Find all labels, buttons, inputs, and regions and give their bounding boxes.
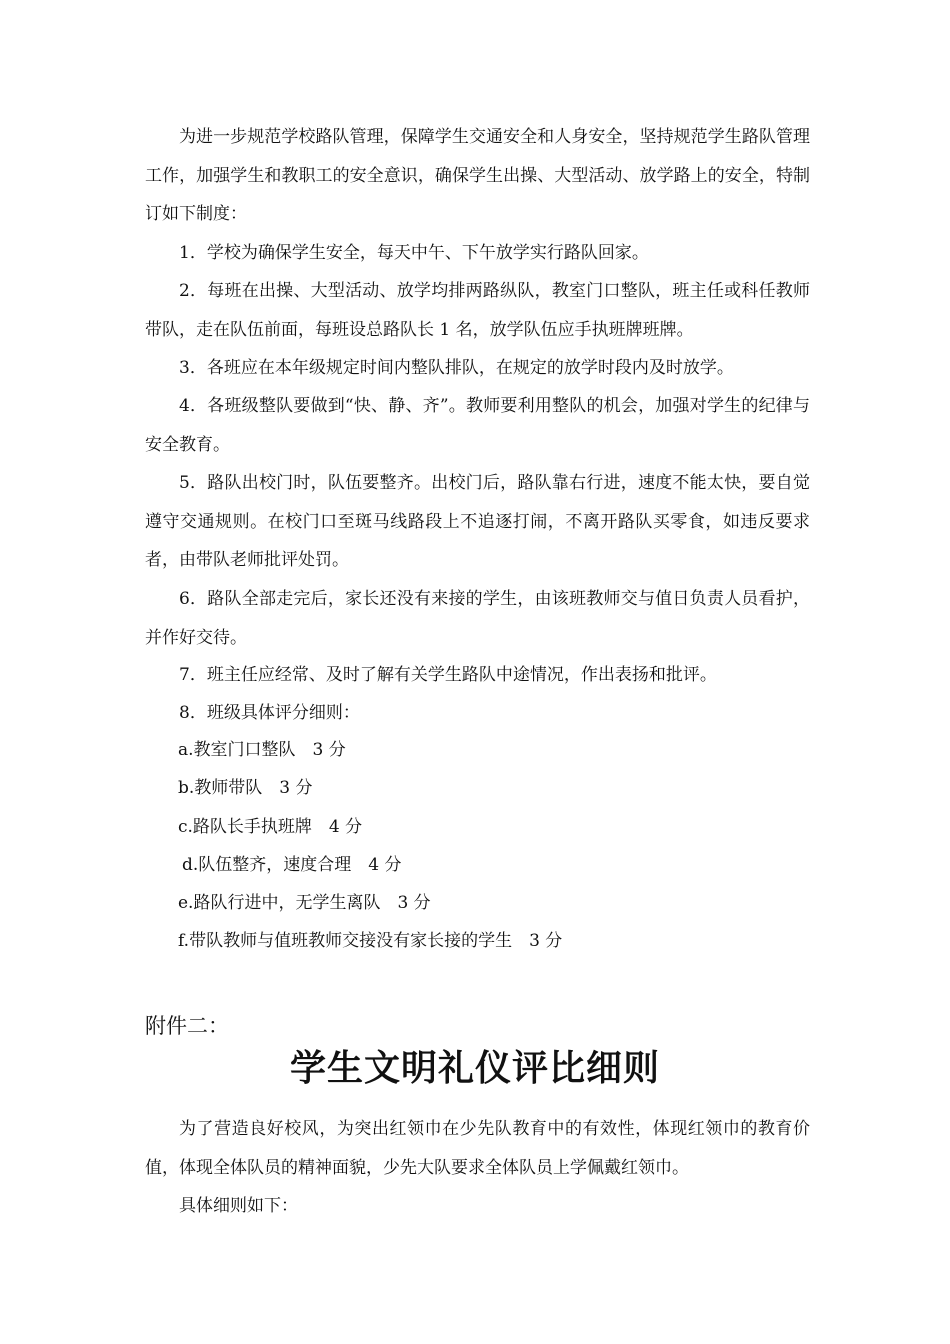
rule-2: 2．每班在出操、大型活动、放学均排两路纵队，教室门口整队，班主任或科任教师带队，走在队伍前面，每班设总路队长 1 名，放学队伍应手执班牌班牌。 (145, 281, 810, 340)
rule-1: 1．学校为确保学生安全，每天中午、下午放学实行路队回家。 (179, 243, 649, 263)
rule-3: 3．各班应在本年级规定时间内整队排队，在规定的放学时段内及时放学。 (179, 358, 734, 378)
rule-6: 6．路队全部走完后，家长还没有来接的学生，由该班教师交与值日负责人员看护，并作好交待。 (145, 589, 810, 648)
scoring-item-e: e.路队行进中，无学生离队 3 分 (178, 893, 431, 913)
scoring-item-d: d.队伍整齐，速度合理 4 分 (182, 855, 402, 875)
scoring-item-b: b.教师带队 3 分 (178, 778, 313, 798)
rule-5: 5．路队出校门时，队伍要整齐。出校门后，路队靠右行进，速度不能太快，要自觉遵守交通规则。在校门口至斑马线路段上不追逐打闹，不离开路队买零食，如违反要求者，由带队老师批评处罚。 (145, 473, 810, 570)
details-label: 具体细则如下： (179, 1196, 298, 1216)
rule-7: 7．班主任应经常、及时了解有关学生路队中途情况，作出表扬和批评。 (179, 665, 717, 685)
scoring-item-f: f.带队教师与值班教师交接没有家长接的学生 3 分 (178, 931, 563, 951)
rule-4: 4．各班级整队要做到“快、静、齐”。教师要利用整队的机会，加强对学生的纪律与安全教育。 (145, 396, 810, 455)
scoring-item-c: c.路队长手执班牌 4 分 (178, 817, 363, 837)
rule-8: 8．班级具体评分细则： (179, 703, 360, 723)
attachment-label: 附件二： (145, 1014, 229, 1038)
attachment-intro: 为了营造良好校风，为突出红领巾在少先队教育中的有效性，体现红领巾的教育价值，体现全体队员的精神面貌，少先大队要求全体队员上学佩戴红领巾。 (145, 1119, 810, 1178)
intro-paragraph: 为进一步规范学校路队管理，保障学生交通安全和人身安全，坚持规范学生路队管理工作，加强学生和教职工的安全意识，确保学生出操、大型活动、放学路上的安全，特制订如下制度： (145, 127, 810, 224)
scoring-item-a: a.教室门口整队 3 分 (178, 740, 346, 760)
document-title: 学生文明礼仪评比细则 (289, 1048, 660, 1089)
